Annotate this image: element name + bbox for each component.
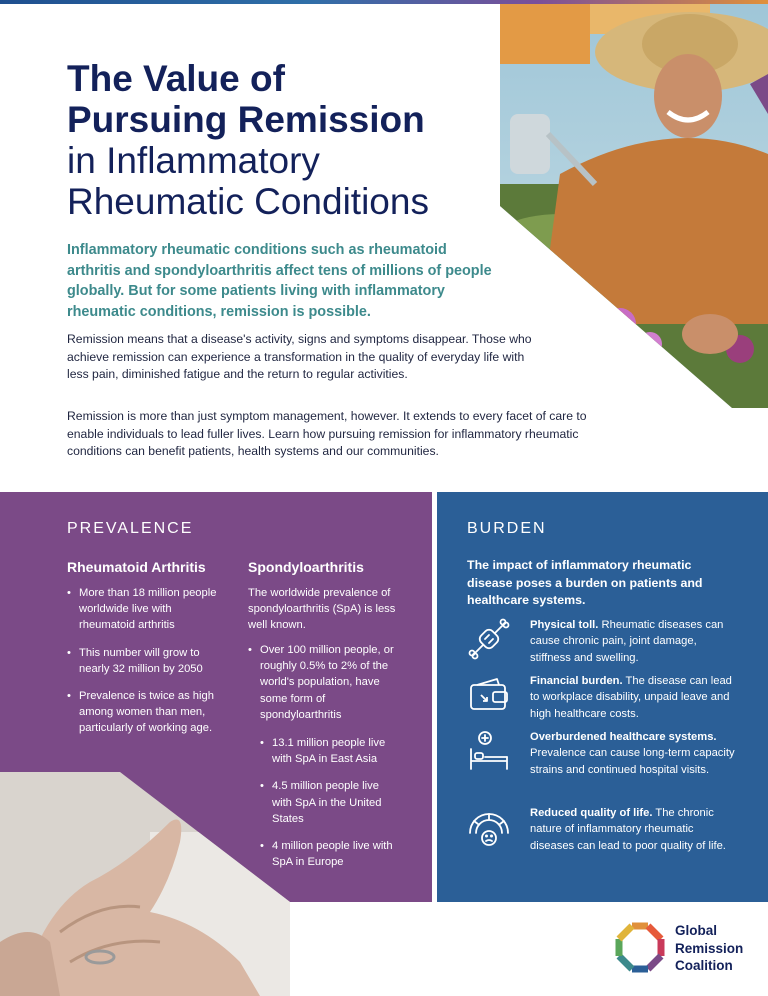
octagon-logo-icon	[614, 922, 666, 974]
intro-lede: Inflammatory rheumatic conditions such as rheumatoid arthritis and spondyloarthritis affect tens of millions of people globally. But for some patients living with inflammatory rheumatic conditions, remission is possible.	[67, 242, 492, 320]
burden-item-healthcare	[467, 729, 757, 789]
spa-intro: The worldwide prevalence of spondyloarthritis (SpA) is less well known.	[248, 587, 396, 632]
ra-bullet-list	[67, 585, 227, 748]
list-item: • 13.1 million people live with SpA in East Asia	[260, 735, 398, 767]
burden-text-healthcare: Overburdened healthcare systems. Prevalence can cause long-term capacity strains and continued hospital visits.	[530, 731, 735, 776]
hand-photo	[0, 772, 290, 996]
ra-title: Rheumatoid Arthritis	[67, 559, 206, 575]
title-line-2: Pursuing Remission	[67, 99, 425, 140]
page-title	[67, 58, 507, 222]
list-item: • 4 million people live with SpA in Europe	[260, 838, 398, 870]
list-item: • Prevalence is twice as high among women than men, particularly of working age.	[67, 688, 227, 737]
burden-item-physical	[467, 617, 757, 677]
intro-paragraph-2: Remission is more than just symptom management, however. It extends to every facet of care to enable individuals to lead fuller lives. Learn how pursuing remission for inflammatory rheumatic conditions can benefit patients, health systems and our communities.	[67, 409, 587, 458]
list-item: • 4.5 million people live with SpA in the United States	[260, 778, 398, 827]
spa-main-bullet: Over 100 million people, or roughly 0.5% to 2% of the world's population, have some form of spondyloarthritis	[260, 644, 394, 721]
burden-item-quality	[467, 805, 757, 865]
title-line-3: in Inflammatory	[67, 140, 320, 181]
bone-joint-icon	[467, 617, 511, 661]
intro-paragraph-1: Remission means that a disease's activity, signs and symptoms disappear. Those who achieve remission can experience a transformation in the quality of everyday life with less pain, diminished fatigue and the return to regular activities.	[67, 332, 532, 381]
logo-wordmark: Global Remission Coalition	[675, 923, 744, 973]
sad-gauge-icon	[467, 805, 511, 849]
burden-lede: The impact of inflammatory rheumatic disease poses a burden on patients and healthcare systems.	[467, 558, 703, 608]
burden-panel	[437, 492, 768, 902]
title-line-4: Rheumatic Conditions	[67, 181, 429, 222]
prevalence-heading: PREVALENCE	[67, 520, 194, 537]
hospital-bed-icon	[467, 729, 511, 773]
list-item: • This number will grow to nearly 32 million by 2050	[67, 645, 227, 677]
title-line-1: The Value of	[67, 58, 285, 99]
wallet-icon	[467, 673, 511, 717]
hero-photo-woman-gardening	[500, 4, 768, 408]
burden-text-financial: Financial burden. The disease can lead to workplace disability, unpaid leave and high healthcare costs.	[530, 675, 732, 720]
global-remission-coalition-logo	[614, 920, 764, 980]
spa-title: Spondyloarthritis	[248, 559, 364, 575]
burden-item-financial	[467, 673, 757, 733]
list-item: • More than 18 million people worldwide live with rheumatoid arthritis	[67, 585, 227, 634]
burden-heading: BURDEN	[467, 520, 547, 537]
burden-text-quality: Reduced quality of life. The chronic nature of inflammatory rheumatic diseases can lead to poor quality of life.	[530, 807, 726, 852]
burden-text-physical: Physical toll. Rheumatic diseases can cause chronic pain, joint damage, stiffness and swelling.	[530, 619, 724, 664]
